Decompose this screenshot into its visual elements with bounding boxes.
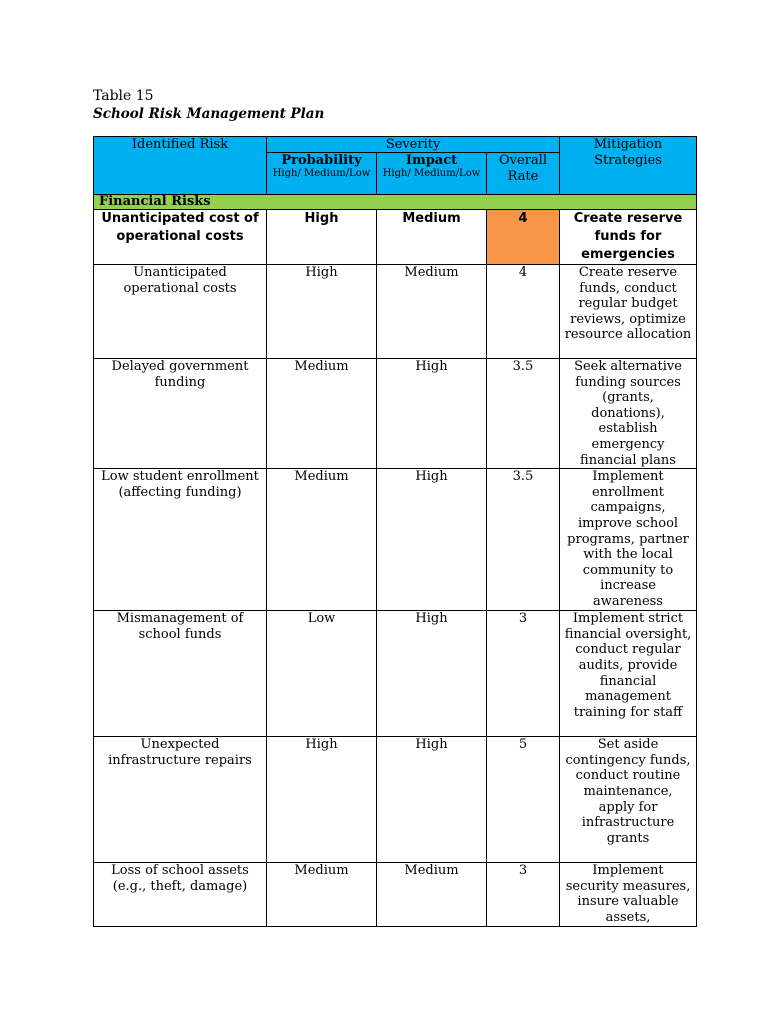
cell-overall-rate: 3.5 [487,469,560,611]
cell-risk: Unanticipated cost of operational costs [94,210,267,265]
cell-impact: High [377,737,487,863]
cell-probability: Low [267,611,377,737]
cell-mitigation: Implement security measures, insure valuable assets, [560,863,697,926]
cell-impact: Medium [377,863,487,926]
cell-probability: Medium [267,469,377,611]
cell-impact: High [377,359,487,469]
table-row [94,737,697,863]
header-mitigation-strategies: Mitigation Strategies [560,137,697,195]
header-probability-label: Probability [281,153,362,168]
cell-impact: Medium [377,210,487,265]
table-number: Table 15 [93,88,154,104]
cell-mitigation: Implement strict financial oversight, conduct regular audits, provide financial management training for staff [560,611,697,737]
table-row [94,611,697,737]
cell-risk: Unanticipated operational costs [94,265,267,359]
cell-risk: Mismanagement of school funds [94,611,267,737]
cell-impact: High [377,611,487,737]
header-impact-scale: High/ Medium/Low [382,168,481,179]
header-probability-scale: High/ Medium/Low [272,168,371,179]
cell-risk: Delayed government funding [94,359,267,469]
cell-probability: Medium [267,359,377,469]
cell-probability: High [267,737,377,863]
table-row [94,359,697,469]
cell-mitigation: Create reserve funds for emergencies [560,210,697,265]
cell-probability: Medium [267,863,377,926]
cell-overall-rate: 3 [487,863,560,926]
header-probability [267,153,377,195]
cell-mitigation: Set aside contingency funds, conduct routine maintenance, apply for infrastructure grants [560,737,697,863]
cell-overall-rate: 4 [487,210,560,265]
section-label: Financial Risks [94,195,697,210]
table-row [94,863,697,926]
cell-overall-rate: 5 [487,737,560,863]
table-row [94,265,697,359]
cell-impact: High [377,469,487,611]
header-identified-risk: Identified Risk [94,137,267,195]
cell-mitigation: Seek alternative funding sources (grants, donations), establish emergency financial plans [560,359,697,469]
header-severity: Severity [267,137,560,153]
cell-overall-rate: 4 [487,265,560,359]
header-overall-rate: Overall Rate [487,153,560,195]
cell-impact: Medium [377,265,487,359]
cell-probability: High [267,265,377,359]
cell-risk: Unexpected infrastructure repairs [94,737,267,863]
cell-overall-rate: 3 [487,611,560,737]
risk-management-table [93,136,697,927]
table-title: School Risk Management Plan [93,106,325,122]
cell-probability: High [267,210,377,265]
header-impact [377,153,487,195]
cell-overall-rate: 3.5 [487,359,560,469]
table-row [94,469,697,611]
cell-risk: Loss of school assets (e.g., theft, damage) [94,863,267,926]
header-impact-label: Impact [405,153,458,168]
cell-risk: Low student enrollment (affecting funding) [94,469,267,611]
section-financial-risks [94,195,697,210]
cell-mitigation: Create reserve funds, conduct regular budget reviews, optimize resource allocation [560,265,697,359]
cell-mitigation: Implement enrollment campaigns, improve school programs, partner with the local community to increase awareness [560,469,697,611]
table-row [94,210,697,265]
